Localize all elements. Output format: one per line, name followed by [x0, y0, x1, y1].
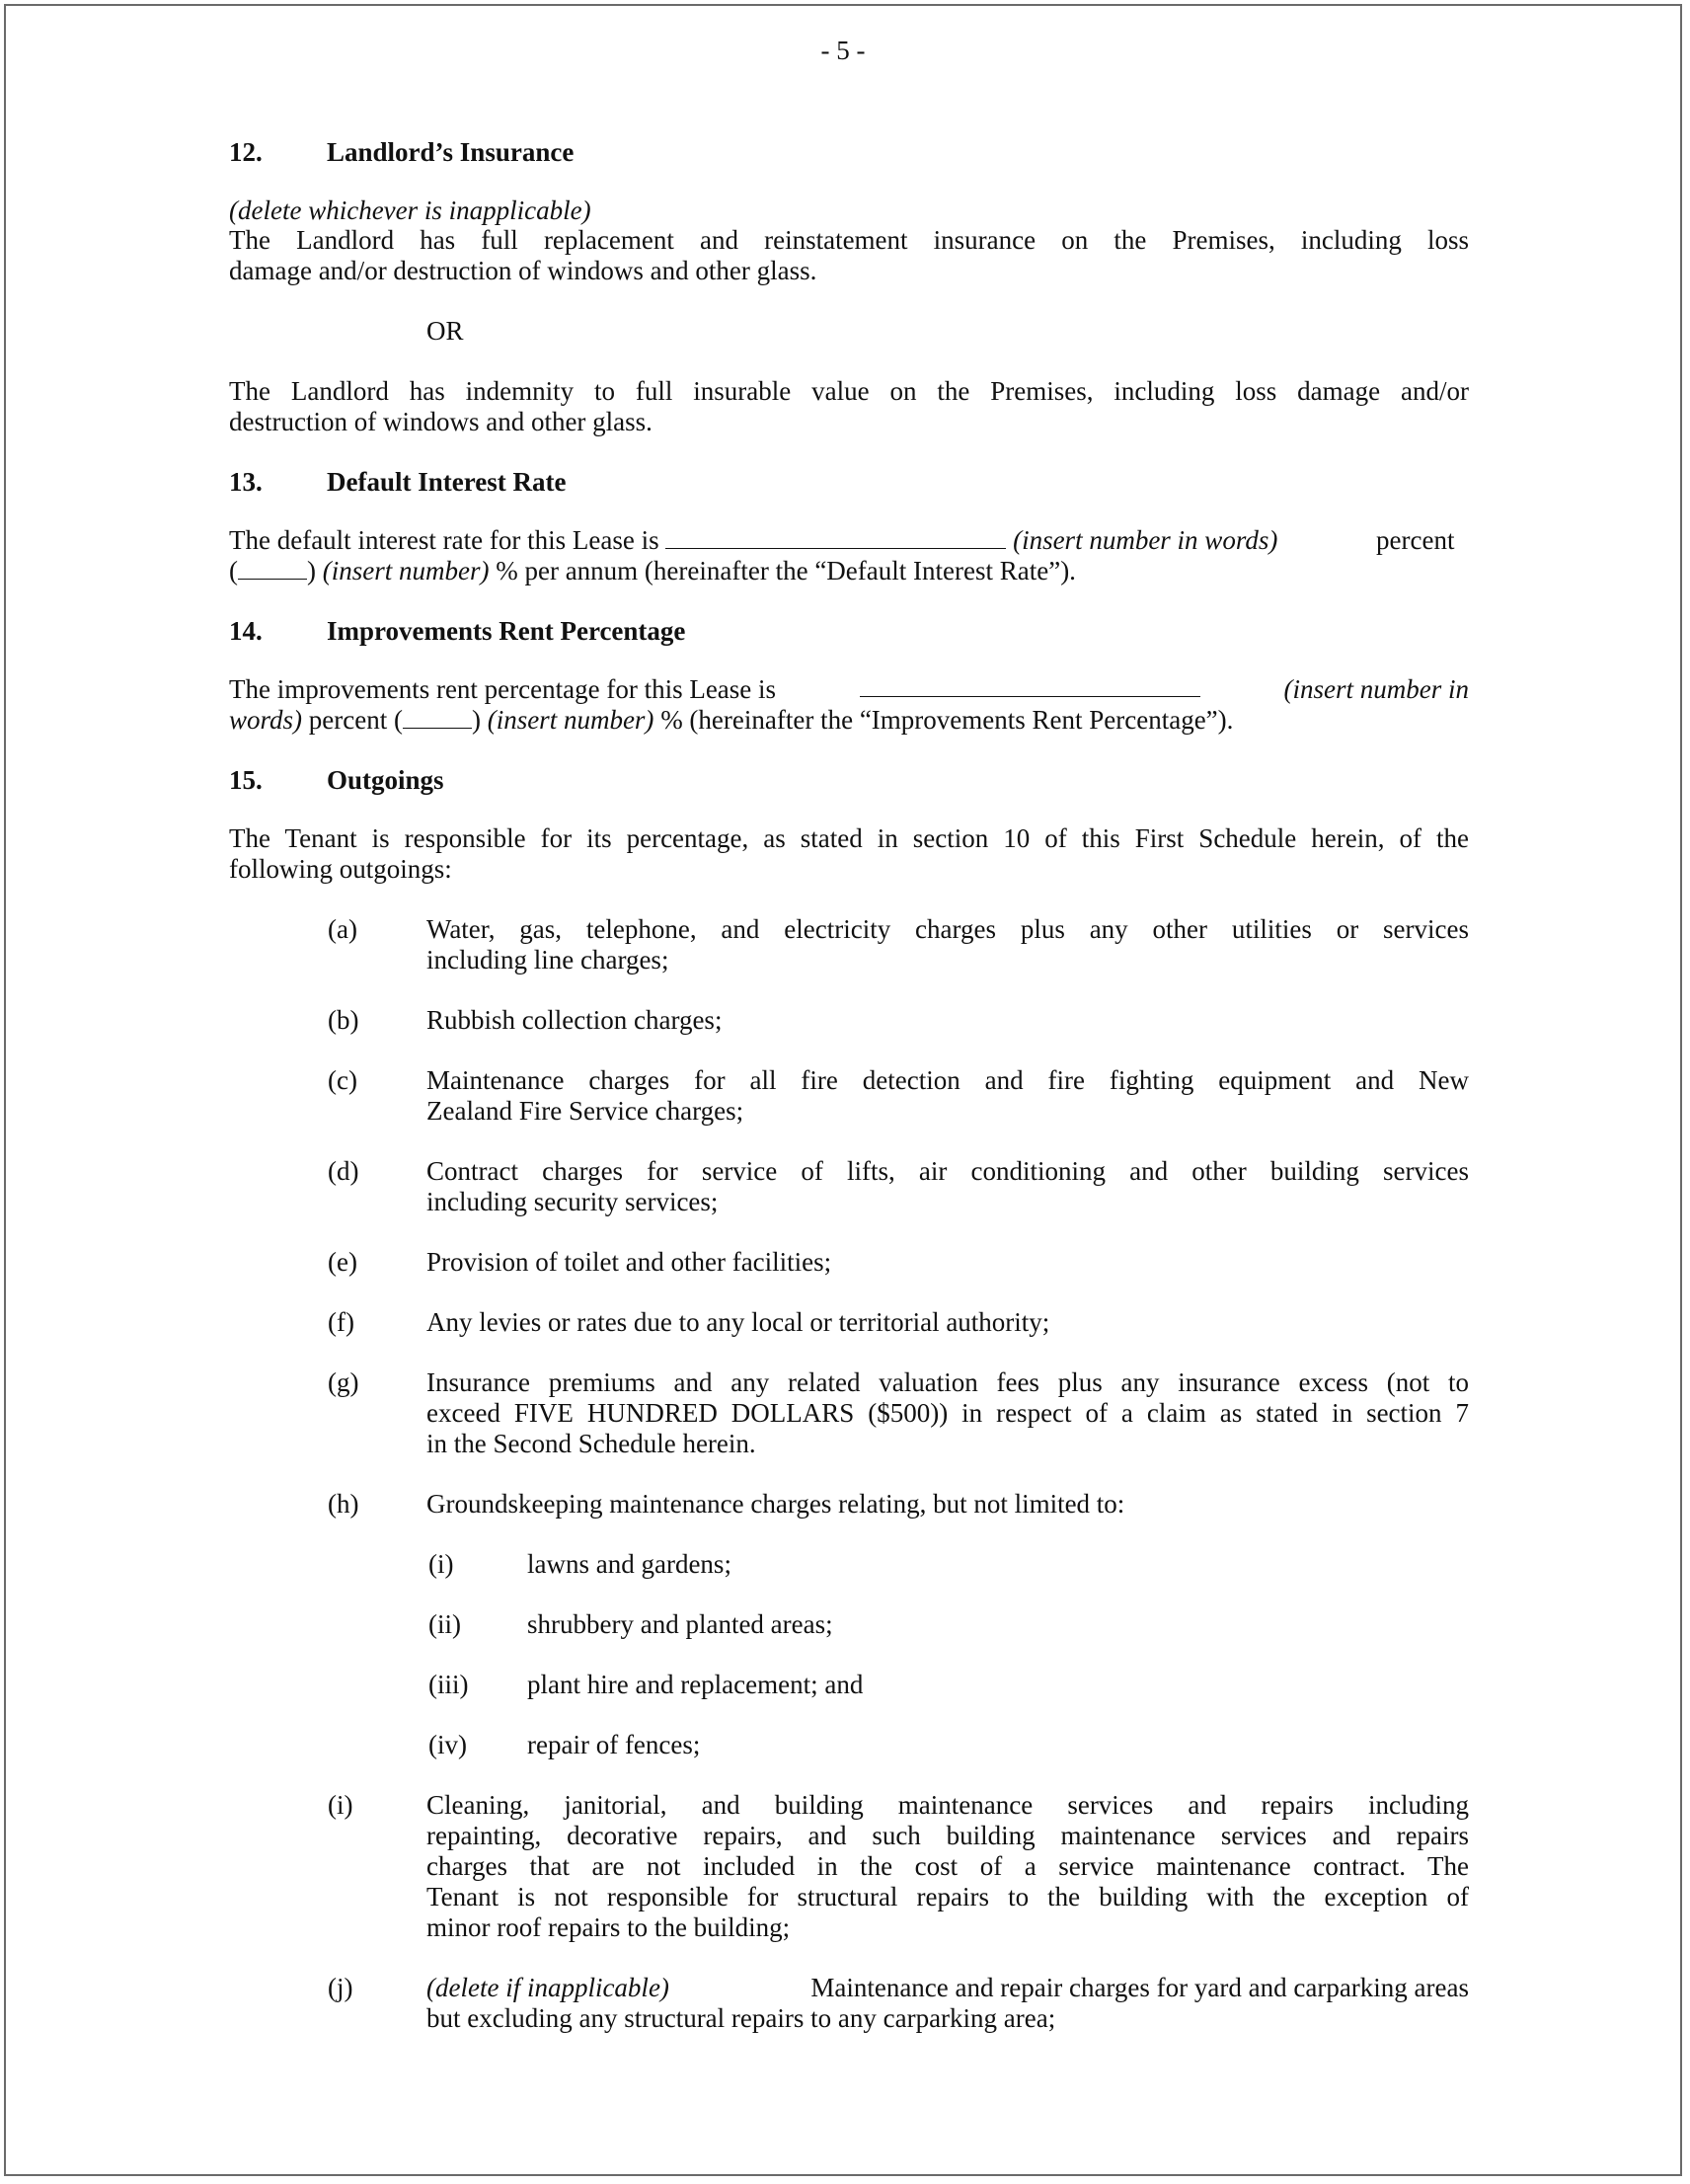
item-h-line1: Groundskeeping maintenance charges relating, but not limited to: [426, 1489, 1125, 1519]
item-d-label: (d) [328, 1156, 359, 1186]
section-15-intro-line2: following outgoings: [229, 854, 452, 884]
item-g-line3: in the Second Schedule herein. [426, 1429, 756, 1458]
item-d-line1: Contract charges for service of lifts, air conditioning and other building services [426, 1156, 1469, 1186]
item-e-line1: Provision of toilet and other facilities; [426, 1247, 832, 1277]
default-rate-number-blank[interactable] [238, 557, 307, 580]
item-i-line2: repainting, decorative repairs, and such building maintenance services and repairs [426, 1821, 1469, 1850]
section-12-para2-line1: The Landlord has indemnity to full insurable value on the Premises, including loss damage and/or [229, 376, 1469, 406]
section-12-para1-line2: damage and/or destruction of windows and other glass. [229, 256, 817, 285]
improvements-number-blank[interactable] [403, 706, 472, 729]
item-e-label: (e) [328, 1247, 357, 1277]
subitem-iv-text: repair of fences; [527, 1730, 701, 1759]
improvements-words-blank[interactable] [860, 674, 1200, 697]
section-13-title: Default Interest Rate [327, 467, 567, 497]
section-12-note: (delete whichever is inapplicable) [229, 195, 591, 225]
page-number: - 5 - [820, 36, 866, 65]
section-12-number: 12. [229, 137, 263, 167]
item-f-label: (f) [328, 1307, 354, 1337]
section-14-title: Improvements Rent Percentage [327, 616, 686, 646]
section-14-number: 14. [229, 616, 263, 646]
item-d-line2: including security services; [426, 1187, 719, 1216]
item-i-line1: Cleaning, janitorial, and building maintenance services and repairs including [426, 1790, 1469, 1820]
default-rate-words-blank[interactable] [665, 526, 1006, 549]
subitem-ii-text: shrubbery and planted areas; [527, 1609, 833, 1639]
section-15-intro-line1: The Tenant is responsible for its percentage, as stated in section 10 of this First Schedule herein, of the [229, 823, 1469, 853]
item-i-line5: minor roof repairs to the building; [426, 1912, 791, 1942]
section-15-number: 15. [229, 765, 263, 795]
section-13-line1: The default interest rate for this Lease is (insert number in words) [229, 525, 1278, 555]
item-i-line4: Tenant is not responsible for structural repairs to the building with the exception of [426, 1882, 1469, 1911]
section-12-title: Landlord’s Insurance [327, 137, 575, 167]
item-i-label: (i) [328, 1790, 353, 1820]
item-c-label: (c) [328, 1065, 357, 1095]
section-14-line1: The improvements rent percentage for this Lease is (insert number in [229, 674, 1469, 704]
section-12-para1-line1: The Landlord has full replacement and reinstatement insurance on the Premises, including loss [229, 225, 1469, 255]
item-a-line1: Water, gas, telephone, and electricity charges plus any other utilities or services [426, 914, 1469, 944]
item-c-line2: Zealand Fire Service charges; [426, 1096, 744, 1126]
document-page [4, 4, 1682, 2176]
subitem-ii-label: (ii) [428, 1609, 461, 1639]
section-15-title: Outgoings [327, 765, 444, 795]
item-j-label: (j) [328, 1973, 353, 2002]
item-c-line1: Maintenance charges for all fire detection and fire fighting equipment and New [426, 1065, 1469, 1095]
section-12-or: OR [426, 316, 464, 346]
item-a-label: (a) [328, 914, 357, 944]
subitem-i-text: lawns and gardens; [527, 1549, 731, 1579]
subitem-i-label: (i) [428, 1549, 454, 1579]
item-g-label: (g) [328, 1367, 359, 1397]
item-b-line1: Rubbish collection charges; [426, 1005, 723, 1035]
item-b-label: (b) [328, 1005, 359, 1035]
subitem-iii-label: (iii) [428, 1670, 469, 1699]
subitem-iii-text: plant hire and replacement; and [527, 1670, 864, 1699]
item-g-line2: exceed FIVE HUNDRED DOLLARS ($500)) in respect of a claim as stated in section 7 [426, 1398, 1469, 1428]
section-13-line1-end: percent [1376, 525, 1455, 555]
section-13-number: 13. [229, 467, 263, 497]
section-13-line2: ( ) (insert number) % per annum (hereinafter the “Default Interest Rate”). [229, 556, 1076, 585]
section-14-line2: words) percent ( ) (insert number) % (hereinafter the “Improvements Rent Percentage”). [229, 705, 1234, 735]
item-j-line2: but excluding any structural repairs to any carparking area; [426, 2003, 1056, 2033]
item-a-line2: including line charges; [426, 945, 669, 975]
item-g-line1: Insurance premiums and any related valuation fees plus any insurance excess (not to [426, 1367, 1469, 1397]
subitem-iv-label: (iv) [428, 1730, 467, 1759]
section-12-para2-line2: destruction of windows and other glass. [229, 407, 653, 436]
item-f-line1: Any levies or rates due to any local or territorial authority; [426, 1307, 1050, 1337]
item-h-label: (h) [328, 1489, 359, 1519]
item-i-line3: charges that are not included in the cost of a service maintenance contract. The [426, 1851, 1469, 1881]
item-j-line1: (delete if inapplicable) Maintenance and repair charges for yard and carparking areas [426, 1973, 1469, 2002]
